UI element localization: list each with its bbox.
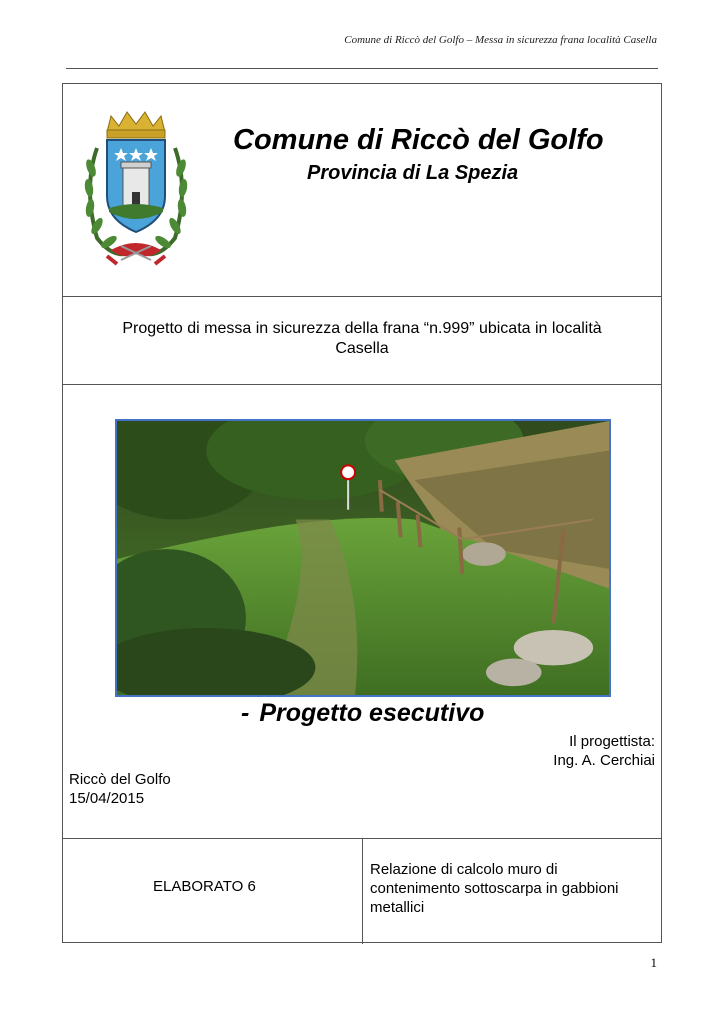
site-photo	[115, 419, 611, 697]
document-title-line-2: contenimento sottoscarpa in gabbioni	[370, 880, 619, 897]
document-title-line-1: Relazione di calcolo muro di	[370, 861, 558, 878]
province-subtitle: Provincia di La Spezia	[307, 162, 519, 184]
designer-block	[553, 732, 655, 770]
project-description-line-1: Progetto di messa in sicurezza della frana “n.999” ubicata in località	[122, 320, 602, 337]
document-code: ELABORATO 6	[153, 878, 256, 895]
document-title	[370, 860, 660, 917]
project-description	[63, 319, 661, 359]
project-row	[63, 297, 661, 385]
project-phase	[241, 699, 484, 728]
running-header: Comune di Riccò del Golfo – Messa in sicurezza frana località Casella	[344, 34, 657, 46]
municipal-crest-logo	[77, 108, 195, 268]
phase-label: Progetto esecutivo	[259, 699, 485, 727]
designer-name: Ing. A. Cerchiai	[553, 752, 655, 769]
page-number: 1	[650, 955, 657, 970]
cover-table	[62, 83, 662, 943]
document-title-line-3: metallici	[370, 899, 425, 916]
photo-row	[63, 385, 661, 839]
project-description-line-2: Casella	[335, 340, 389, 357]
designer-label: Il progettista:	[569, 733, 655, 750]
place: Riccò del Golfo	[69, 771, 171, 788]
date: 15/04/2015	[69, 790, 145, 807]
header-rule	[66, 68, 658, 69]
place-date-block	[69, 770, 171, 808]
title-row	[63, 84, 661, 297]
phase-dash: -	[241, 699, 250, 727]
document-code-cell	[63, 839, 363, 944]
document-row	[63, 839, 661, 944]
municipality-title: Comune di Riccò del Golfo	[233, 124, 604, 156]
